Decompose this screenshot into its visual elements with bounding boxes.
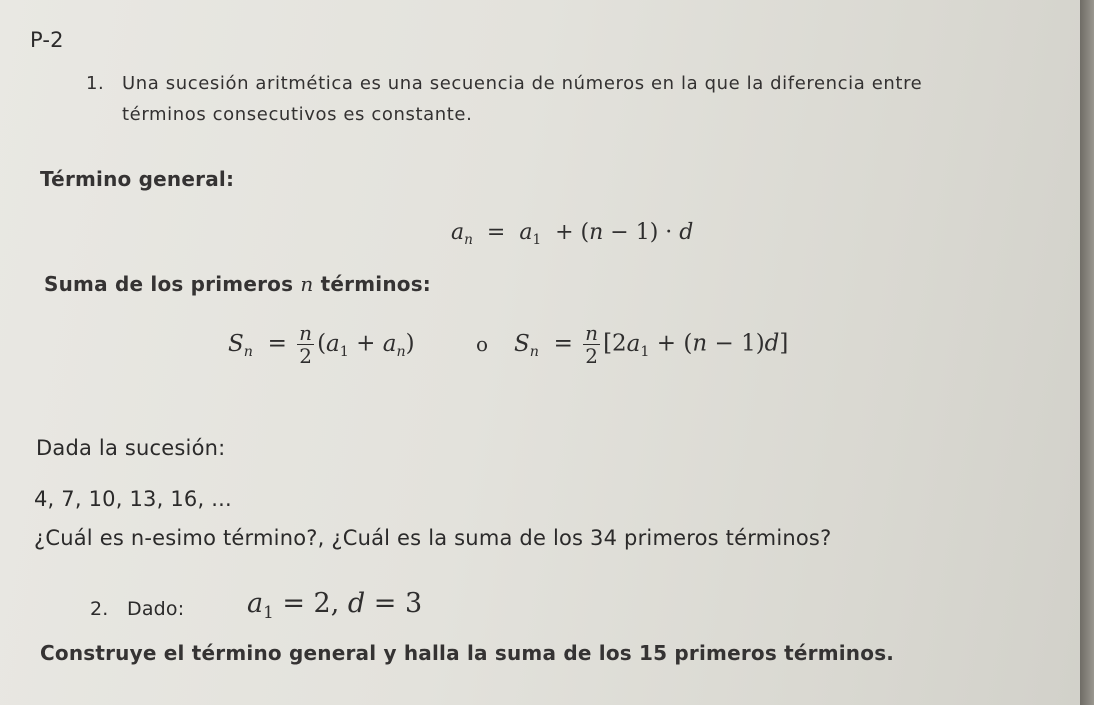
sum-heading-before: Suma de los primeros: [44, 272, 294, 296]
page-label: P-2: [30, 28, 64, 52]
definition-line-2: términos consecutivos es constante.: [122, 104, 473, 125]
sum-heading: [44, 272, 431, 296]
sum-formula-1: $S_n$ = $\frac{n}{2}$ $(a_1 + a_n)$: [228, 321, 415, 368]
definition-line-1: Una sucesión aritmética es una secuencia de números en la que la diferencia entre: [122, 73, 923, 94]
item-2-instruction: Construye el término general y halla la suma de los 15 primeros términos.: [40, 641, 895, 665]
sum-heading-after: términos:: [320, 272, 432, 296]
sum-formula-2: $S_n$ = $\frac{n}{2}$ $[2a_1 + (n - 1)d]$: [514, 321, 789, 368]
general-term-formula: $a_n = a_1 + (n - 1) \cdot d$: [451, 220, 694, 248]
item-2-number: 2.: [90, 598, 109, 620]
given-sequence-heading: Dada la sucesión:: [36, 436, 226, 460]
given-values-formula: $a_1 = 2$, d = 3: [247, 588, 423, 622]
sequence-values: 4, 7, 10, 13, 16, ...: [34, 487, 232, 511]
formula-separator: o: [476, 332, 489, 356]
item-1-number: 1.: [86, 73, 105, 94]
sum-heading-variable: n: [300, 272, 314, 296]
sequence-question: ¿Cuál es n-esimo término?, ¿Cuál es la suma de los 34 primeros términos?: [34, 526, 832, 550]
given-label: Dado:: [127, 598, 185, 620]
page-edge-shadow: [1080, 0, 1094, 705]
general-term-heading: Término general:: [40, 167, 235, 191]
